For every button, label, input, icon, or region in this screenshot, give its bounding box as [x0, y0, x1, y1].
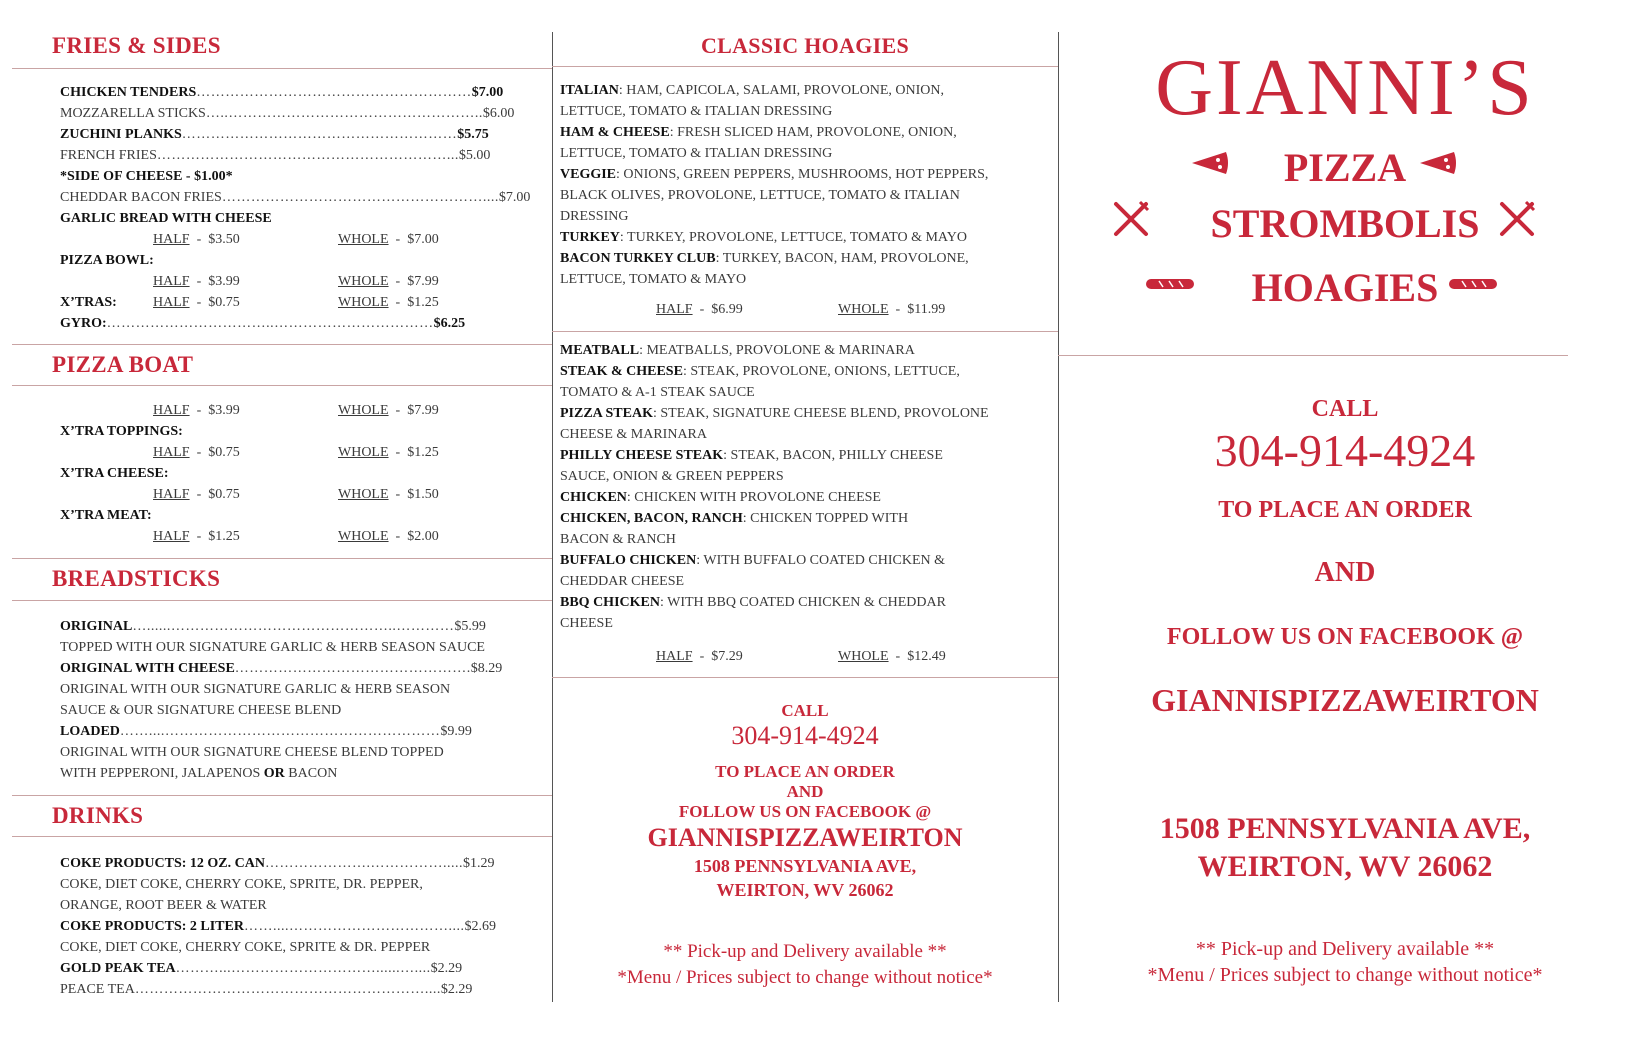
hoagie-name: CHICKEN	[560, 490, 627, 505]
hoagie-ingredients: : CHICKEN WITH PROVOLONE CHEESE	[626, 490, 881, 505]
call-label: CALL	[781, 701, 829, 720]
price-row: WHOLE - $7.00	[338, 232, 439, 247]
item-description: SAUCE & OUR SIGNATURE CHEESE BLEND	[60, 703, 342, 718]
hoagie-name: PHILLY CHEESE STEAK	[560, 448, 724, 463]
section-title-drinks: DRINKS	[52, 803, 144, 828]
section-title-fries: FRIES & SIDES	[52, 33, 221, 58]
divider	[12, 795, 552, 796]
hoagie-name: BACON TURKEY CLUB	[560, 251, 716, 266]
price-row: HALF - $7.29	[656, 649, 743, 664]
hoagie-description	[560, 185, 960, 206]
and-label: AND	[1314, 557, 1376, 588]
hoagie-description	[560, 101, 832, 122]
brand-line-pizza: PIZZA	[1283, 145, 1407, 190]
column-divider-left	[552, 32, 553, 1002]
hoagie-name: MEATBALL	[560, 343, 640, 358]
menu-item: ZUCHINI PLANKS…………………………………………………$5.75	[60, 127, 489, 142]
column-divider-right	[1058, 32, 1059, 1002]
menu-item: X’TRA MEAT:	[60, 508, 152, 523]
menu-item: *SIDE OF CHEESE - $1.00*	[60, 169, 233, 184]
divider	[552, 331, 1058, 332]
hoagie-ingredients: LETTUCE, TOMATO & MAYO	[560, 272, 747, 287]
hoagie-item	[560, 445, 943, 466]
hoagie-description	[560, 466, 784, 487]
and-label: AND	[786, 782, 824, 801]
menu-item: X’TRA TOPPINGS:	[60, 424, 183, 439]
hoagie-ingredients: : TURKEY, BACON, HAM, PROVOLONE,	[715, 251, 969, 266]
price-row: HALF - $0.75	[153, 487, 240, 502]
hoagie-item	[560, 508, 908, 529]
hoagie-ingredients: CHEDDAR CHEESE	[560, 574, 685, 589]
hoagie-ingredients: BLACK OLIVES, PROVOLONE, LETTUCE, TOMATO & ITALIAN	[560, 188, 960, 203]
pizza-slice-icon	[1418, 148, 1458, 178]
hoagie-name: HAM & CHEESE	[560, 125, 670, 140]
hoagie-item	[560, 80, 944, 101]
item-description: COKE, DIET COKE, CHERRY COKE, SPRITE & DR. PEPPER	[60, 940, 431, 955]
divider	[12, 68, 552, 69]
order-label: TO PLACE AN ORDER	[1218, 497, 1472, 523]
hoagie-item	[560, 592, 946, 613]
hoagie-item	[560, 248, 969, 269]
hoagie-name: TURKEY	[560, 230, 620, 245]
menu-item: X’TRA CHEESE:	[60, 466, 169, 481]
menu-item: LOADED……....…………………………………………………$9.99	[60, 724, 472, 739]
section-title-hoagies: CLASSIC HOAGIES	[700, 33, 910, 58]
menu-item: COKE PRODUCTS: 12 OZ. CAN………………….…………….....$1.29	[60, 856, 495, 871]
facebook-handle: GIANNISPIZZAWEIRTON	[647, 823, 963, 852]
divider	[12, 600, 552, 601]
price-row: HALF - $6.99	[656, 302, 743, 317]
menu-item: COKE PRODUCTS: 2 LITER……....……………………………....$2.69	[60, 919, 496, 934]
call-label: CALL	[1311, 396, 1379, 422]
hoagie-name: CHICKEN, BACON, RANCH	[560, 511, 743, 526]
hoagie-ingredients: LETTUCE, TOMATO & ITALIAN DRESSING	[560, 146, 833, 161]
section-title-breadsticks: BREADSTICKS	[52, 566, 221, 591]
hoagie-description	[560, 269, 746, 290]
hoagie-ingredients: SAUCE, ONION & GREEN PEPPERS	[560, 469, 784, 484]
hoagie-ingredients: : MEATBALLS, PROVOLONE & MARINARA	[639, 343, 915, 358]
price-row: WHOLE - $12.49	[838, 649, 946, 664]
hoagie-ingredients: : HAM, CAPICOLA, SALAMI, PROVOLONE, ONION,	[618, 83, 944, 98]
item-description: WITH PEPPERONI, JALAPENOS OR BACON	[60, 766, 338, 781]
order-label: TO PLACE AN ORDER	[715, 762, 895, 781]
hoagie-ingredients: : CHICKEN TOPPED WITH	[742, 511, 909, 526]
brand-line-hoagies: HOAGIES	[1251, 265, 1439, 310]
divider	[12, 385, 552, 386]
hoagie-name: VEGGIE	[560, 167, 617, 182]
address-line-1: 1508 PENNSYLVANIA AVE,	[1159, 812, 1531, 845]
hoagie-name: BBQ CHICKEN	[560, 595, 660, 610]
menu-item: CHICKEN TENDERS…………………………………………………$7.00	[60, 85, 504, 100]
hoagie-ingredients: TOMATO & A-1 STEAK SAUCE	[560, 385, 755, 400]
brand-line-strombolis: STROMBOLIS	[1210, 201, 1480, 246]
hoagie-item	[560, 164, 988, 185]
menu-item: CHEDDAR BACON FRIES………………………………………………....$7.00	[60, 190, 531, 205]
price-row: HALF - $0.75	[153, 295, 240, 310]
hoagie-name: BUFFALO CHICKEN	[560, 553, 697, 568]
hoagie-ingredients: : STEAK, PROVOLONE, ONIONS, LETTUCE,	[682, 364, 960, 379]
hoagie-ingredients: : STEAK, SIGNATURE CHEESE BLEND, PROVOLONE	[652, 406, 989, 421]
hoagie-name: STEAK & CHEESE	[560, 364, 683, 379]
hoagie-ingredients: : WITH BUFFALO COATED CHICKEN &	[696, 553, 946, 568]
hoagie-ingredients: : STEAK, BACON, PHILLY CHEESE	[723, 448, 943, 463]
divider	[12, 836, 552, 837]
hoagie-item	[560, 361, 960, 382]
hoagie-description	[560, 424, 707, 445]
hoagie-ingredients: DRESSING	[560, 209, 629, 224]
hoagie-name: PIZZA STEAK	[560, 406, 653, 421]
item-description: TOPPED WITH OUR SIGNATURE GARLIC & HERB SEASON SAUCE	[60, 640, 485, 655]
menu-item: GYRO:……………………………..……………………………$6.25	[60, 316, 466, 331]
hoagie-ingredients: : WITH BBQ COATED CHICKEN & CHEDDAR	[659, 595, 946, 610]
price-row: HALF - $3.50	[153, 232, 240, 247]
price-row: HALF - $0.75	[153, 445, 240, 460]
hoagie-ingredients: BACON & RANCH	[560, 532, 676, 547]
item-description: ORIGINAL WITH OUR SIGNATURE CHEESE BLEND TOPPED	[60, 745, 444, 760]
phone-number: 304-914-4924	[731, 721, 879, 750]
price-note: *Menu / Prices subject to change without notice*	[617, 967, 993, 988]
divider	[1058, 355, 1568, 356]
menu-item: PEACE TEA……………………………………………………....$2.29	[60, 982, 473, 997]
hoagie-ingredients: CHEESE & MARINARA	[560, 427, 708, 442]
hoagie-description	[560, 529, 676, 550]
hoagie-description	[560, 613, 613, 634]
address-line-2: WEIRTON, WV 26062	[716, 880, 894, 900]
hoagie-description	[560, 206, 628, 227]
address-line-1: 1508 PENNSYLVANIA AVE,	[693, 856, 917, 876]
hoagie-item	[560, 122, 957, 143]
price-note: *Menu / Prices subject to change without notice*	[1147, 964, 1543, 986]
menu-item: MOZZARELLA STICKS…..……………………………………………..$6.00	[60, 106, 515, 121]
section-title-pizza-boat: PIZZA BOAT	[52, 352, 194, 377]
price-row: WHOLE - $2.00	[338, 529, 439, 544]
brand-logo-text: GIANNI’S	[1155, 44, 1535, 132]
hoagie-ingredients: CHEESE	[560, 616, 613, 631]
fork-knife-icon	[1496, 198, 1538, 240]
menu-item: FRENCH FRIES……………………………………………………...$5.00	[60, 148, 491, 163]
price-row: HALF - $1.25	[153, 529, 240, 544]
hoagie-description	[560, 382, 755, 403]
phone-number: 304-914-4924	[1214, 425, 1476, 476]
menu-item: PIZZA BOWL:	[60, 253, 154, 268]
facebook-label: FOLLOW US ON FACEBOOK @	[678, 802, 932, 821]
price-row: WHOLE - $11.99	[838, 302, 946, 317]
delivery-note: ** Pick-up and Delivery available **	[663, 941, 947, 962]
price-row: WHOLE - $7.99	[338, 403, 439, 418]
price-row: WHOLE - $7.99	[338, 274, 439, 289]
hoagie-item	[560, 340, 915, 361]
facebook-label: FOLLOW US ON FACEBOOK @	[1166, 624, 1524, 650]
hoagie-item	[560, 227, 967, 248]
hoagie-item	[560, 487, 881, 508]
divider	[12, 344, 552, 345]
hoagie-ingredients: LETTUCE, TOMATO & ITALIAN DRESSING	[560, 104, 833, 119]
divider	[552, 677, 1058, 678]
price-row: WHOLE - $1.50	[338, 487, 439, 502]
price-row: WHOLE - $1.25	[338, 445, 439, 460]
menu-item: GARLIC BREAD WITH CHEESE	[60, 211, 272, 226]
hoagie-ingredients: : ONIONS, GREEN PEPPERS, MUSHROOMS, HOT PEPPERS,	[616, 167, 989, 182]
item-description: ORANGE, ROOT BEER & WATER	[60, 898, 267, 913]
menu-item: ORIGINAL…......………………………………………..…………$5.99	[60, 619, 486, 634]
price-row: HALF - $3.99	[153, 274, 240, 289]
menu-item: ORIGINAL WITH CHEESE………………………………………….$8.29	[60, 661, 503, 676]
menu-item: GOLD PEAK TEA………...…………………………......…....$2.29	[60, 961, 463, 976]
price-row: HALF - $3.99	[153, 403, 240, 418]
hoagie-description	[560, 143, 832, 164]
address-line-2: WEIRTON, WV 26062	[1197, 850, 1493, 883]
delivery-note: ** Pick-up and Delivery available **	[1195, 938, 1495, 960]
hoagie-item	[560, 550, 945, 571]
item-description: COKE, DIET COKE, CHERRY COKE, SPRITE, DR. PEPPER,	[60, 877, 423, 892]
item-description: ORIGINAL WITH OUR SIGNATURE GARLIC & HERB SEASON	[60, 682, 451, 697]
hoagie-item	[560, 403, 989, 424]
hoagie-name: ITALIAN	[560, 83, 619, 98]
divider	[12, 558, 552, 559]
hoagie-ingredients: : FRESH SLICED HAM, PROVOLONE, ONION,	[669, 125, 957, 140]
hoagie-description	[560, 571, 684, 592]
price-row: WHOLE - $1.25	[338, 295, 439, 310]
bread-icon	[1448, 276, 1498, 292]
hoagie-ingredients: : TURKEY, PROVOLONE, LETTUCE, TOMATO & MAYO	[619, 230, 967, 245]
menu-item: X’TRAS:	[60, 295, 117, 310]
facebook-handle: GIANNISPIZZAWEIRTON	[1151, 682, 1539, 718]
divider	[552, 66, 1058, 67]
